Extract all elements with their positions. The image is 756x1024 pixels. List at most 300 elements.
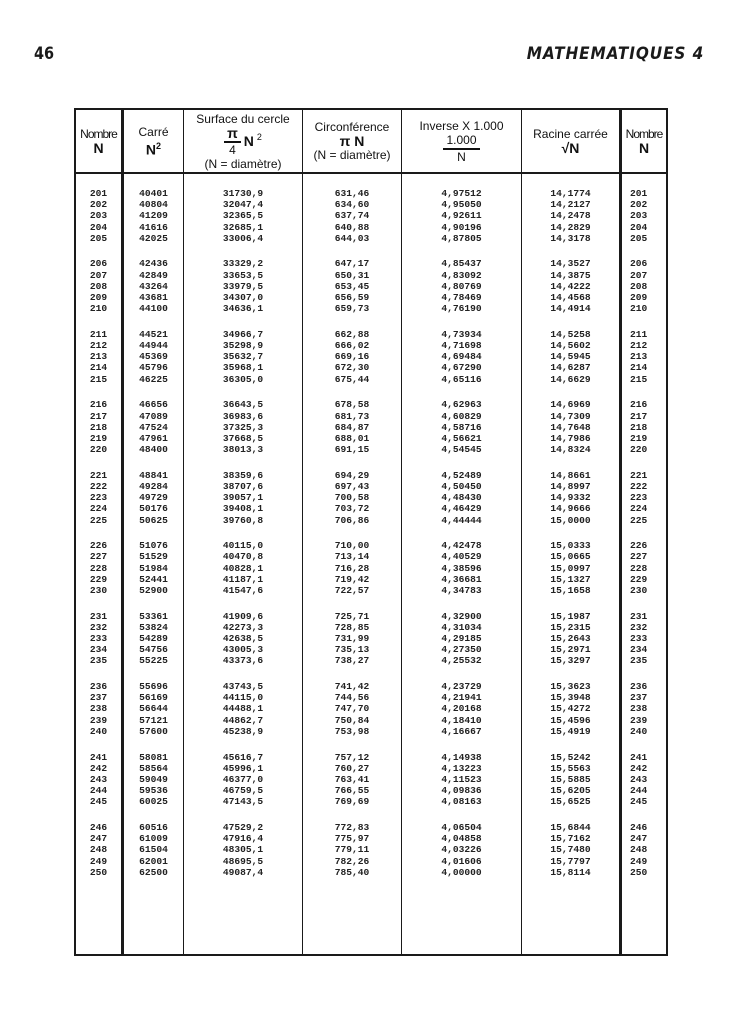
table-cell: 41547,6 bbox=[222, 584, 264, 596]
table-cell: 4,03226 bbox=[441, 844, 482, 856]
table-cell: 33979,5 bbox=[222, 280, 264, 292]
row-group bbox=[522, 258, 619, 314]
table-cell: 15,0000 bbox=[550, 514, 591, 526]
table-cell: 4,83092 bbox=[441, 269, 482, 281]
table-cell: 33653,5 bbox=[222, 269, 264, 281]
table-cell: 208 bbox=[89, 280, 108, 292]
table-cell: 204 bbox=[89, 221, 108, 233]
row-group bbox=[184, 752, 302, 808]
table-cell: 41187,1 bbox=[222, 573, 264, 585]
table-cell: 207 bbox=[630, 269, 648, 281]
table-cell: 38013,3 bbox=[222, 444, 264, 456]
table-cell: 766,55 bbox=[334, 785, 370, 797]
table-cell: 769,69 bbox=[334, 796, 370, 808]
table-cell: 706,86 bbox=[334, 514, 370, 526]
row-group bbox=[124, 399, 183, 455]
table-cell: 52900 bbox=[139, 584, 168, 596]
table-cell: 4,25532 bbox=[441, 655, 482, 667]
row-group bbox=[76, 752, 121, 808]
table-cell: 238 bbox=[89, 703, 108, 715]
table-cell: 43264 bbox=[139, 280, 168, 292]
table-cell: 32047,4 bbox=[222, 199, 264, 211]
table-cell: 244 bbox=[89, 785, 108, 797]
table-cell: 36305,0 bbox=[222, 373, 264, 385]
table-cell: 4,52489 bbox=[441, 469, 482, 481]
table-cell: 52441 bbox=[139, 573, 168, 585]
row-group bbox=[124, 681, 183, 737]
table-cell: 216 bbox=[630, 399, 648, 411]
table-cell: 33329,2 bbox=[222, 258, 264, 270]
table-cell: 225 bbox=[630, 514, 648, 526]
table-cell: 700,58 bbox=[334, 492, 370, 504]
table-cell: 232 bbox=[89, 621, 108, 633]
header-formula: $\frac{\pi}{4}$ N 2 bbox=[224, 126, 262, 157]
table-cell: 220 bbox=[89, 444, 108, 456]
table-cell: 650,31 bbox=[334, 269, 370, 281]
header-carre bbox=[124, 110, 184, 172]
table-cell: 55225 bbox=[139, 655, 168, 667]
table-cell: 226 bbox=[89, 540, 108, 552]
table-cell: 15,3297 bbox=[550, 655, 591, 667]
row-group bbox=[630, 681, 666, 737]
table-cell: 722,57 bbox=[334, 584, 370, 596]
table-cell: 202 bbox=[89, 199, 108, 211]
table-cell: 4,29185 bbox=[441, 633, 482, 644]
row-group bbox=[76, 611, 121, 667]
table-cell: 233 bbox=[630, 633, 648, 644]
table-cell: 713,14 bbox=[334, 551, 370, 563]
table-cell: 691,15 bbox=[334, 444, 370, 456]
column-nombre-left bbox=[76, 174, 124, 954]
table-cell: 55696 bbox=[139, 681, 168, 693]
table-cell: 779,11 bbox=[334, 844, 370, 856]
header-label: Surface du cercle bbox=[196, 111, 290, 126]
table-cell: 741,42 bbox=[334, 681, 370, 693]
table-cell: 4,42478 bbox=[441, 540, 482, 552]
row-group bbox=[630, 188, 666, 244]
table-cell: 35632,7 bbox=[222, 351, 264, 363]
row-group bbox=[522, 329, 619, 385]
row-group bbox=[76, 258, 121, 314]
table-cell: 242 bbox=[630, 762, 648, 774]
table-cell: 637,74 bbox=[334, 210, 370, 222]
table-cell: 36643,5 bbox=[222, 399, 264, 411]
table-cell: 44862,7 bbox=[222, 714, 264, 726]
table-cell: 34307,0 bbox=[222, 292, 264, 303]
table-cell: 232 bbox=[630, 621, 648, 633]
table-cell: 38707,6 bbox=[222, 480, 264, 492]
table-cell: 42273,3 bbox=[222, 621, 264, 633]
column-nombre-right bbox=[622, 174, 666, 954]
table-cell: 240 bbox=[89, 725, 108, 737]
row-group bbox=[630, 822, 666, 878]
table-cell: 15,4596 bbox=[550, 714, 591, 726]
table-cell: 4,58716 bbox=[441, 421, 482, 433]
table-cell: 45616,7 bbox=[222, 751, 264, 763]
table-cell: 15,0665 bbox=[550, 551, 591, 563]
table-cell: 14,3178 bbox=[550, 232, 591, 244]
table-cell: 53361 bbox=[139, 610, 168, 622]
table-cell: 242 bbox=[89, 762, 108, 774]
table-cell: 44488,1 bbox=[222, 703, 264, 715]
row-group bbox=[303, 399, 401, 455]
table-cell: 46225 bbox=[139, 373, 168, 385]
table-cell: 14,7648 bbox=[550, 421, 591, 433]
row-group bbox=[124, 470, 183, 526]
table-cell: 43743,5 bbox=[222, 681, 264, 693]
table-cell: 14,5945 bbox=[550, 351, 591, 363]
table-cell: 46759,5 bbox=[222, 785, 264, 797]
table-cell: 54289 bbox=[139, 633, 168, 644]
row-group bbox=[522, 681, 619, 737]
table-cell: 203 bbox=[630, 210, 648, 222]
row-group bbox=[184, 258, 302, 314]
table-cell: 45796 bbox=[139, 362, 168, 374]
row-group bbox=[184, 822, 302, 878]
table-cell: 50176 bbox=[139, 503, 168, 515]
table-cell: 750,84 bbox=[334, 714, 370, 726]
table-cell: 15,0333 bbox=[550, 540, 591, 552]
table-cell: 34966,7 bbox=[222, 328, 264, 340]
table-cell: 217 bbox=[89, 410, 108, 422]
table-cell: 229 bbox=[89, 573, 108, 585]
table-cell: 4,95050 bbox=[441, 199, 482, 211]
table-cell: 45996,1 bbox=[222, 762, 264, 774]
table-cell: 203 bbox=[89, 210, 108, 222]
table-cell: 716,28 bbox=[334, 562, 370, 574]
table-cell: 4,32900 bbox=[441, 610, 482, 622]
table-cell: 210 bbox=[630, 303, 648, 315]
table-cell: 4,16667 bbox=[441, 725, 482, 737]
table-cell: 14,2127 bbox=[550, 199, 591, 211]
table-cell: 4,31034 bbox=[441, 621, 482, 633]
table-cell: 710,00 bbox=[334, 540, 370, 552]
table-cell: 44115,0 bbox=[222, 692, 264, 704]
table-cell: 4,21941 bbox=[441, 692, 482, 704]
table-cell: 4,92611 bbox=[441, 210, 482, 222]
table-cell: 228 bbox=[630, 562, 648, 574]
table-cell: 214 bbox=[89, 362, 108, 374]
table-cell: 653,45 bbox=[334, 280, 370, 292]
table-cell: 15,3623 bbox=[550, 681, 591, 693]
table-cell: 231 bbox=[89, 610, 108, 622]
table-cell: 241 bbox=[630, 751, 648, 763]
row-group bbox=[630, 329, 666, 385]
table-cell: 247 bbox=[630, 833, 648, 845]
row-group bbox=[522, 540, 619, 596]
table-cell: 238 bbox=[630, 703, 648, 715]
row-group bbox=[184, 470, 302, 526]
table-cell: 14,5602 bbox=[550, 340, 591, 352]
row-group bbox=[76, 822, 121, 878]
table-cell: 202 bbox=[630, 199, 648, 211]
table-cell: 209 bbox=[630, 292, 648, 303]
row-group bbox=[630, 399, 666, 455]
table-cell: 14,7309 bbox=[550, 410, 591, 422]
table-cell: 237 bbox=[89, 692, 108, 704]
table-cell: 15,0997 bbox=[550, 562, 591, 574]
table-cell: 250 bbox=[89, 866, 108, 878]
table-cell: 747,70 bbox=[334, 703, 370, 715]
table-cell: 56169 bbox=[139, 692, 168, 704]
row-group bbox=[184, 188, 302, 244]
table-cell: 4,18410 bbox=[441, 714, 482, 726]
math-table bbox=[74, 108, 668, 956]
table-cell: 44521 bbox=[139, 328, 168, 340]
header-note: (N = diamètre) bbox=[313, 148, 391, 162]
table-cell: 206 bbox=[89, 258, 108, 270]
column-circonference bbox=[303, 174, 402, 954]
table-cell: 14,3527 bbox=[550, 258, 591, 270]
table-cell: 697,43 bbox=[334, 480, 370, 492]
table-cell: 235 bbox=[630, 655, 648, 667]
row-group bbox=[184, 399, 302, 455]
table-cell: 14,4568 bbox=[550, 292, 591, 303]
table-cell: 15,6525 bbox=[550, 796, 591, 808]
table-cell: 42436 bbox=[139, 258, 168, 270]
table-cell: 14,7986 bbox=[550, 432, 591, 444]
table-cell: 15,4272 bbox=[550, 703, 591, 715]
row-group bbox=[402, 258, 521, 314]
table-cell: 249 bbox=[89, 855, 108, 867]
row-group bbox=[124, 188, 183, 244]
table-cell: 243 bbox=[89, 773, 108, 785]
row-group bbox=[303, 258, 401, 314]
table-cell: 46656 bbox=[139, 399, 168, 411]
table-cell: 229 bbox=[630, 573, 648, 585]
table-cell: 56644 bbox=[139, 703, 168, 715]
table-cell: 4,48430 bbox=[441, 492, 482, 504]
table-cell: 4,69484 bbox=[441, 351, 482, 363]
table-cell: 47143,5 bbox=[222, 796, 264, 808]
table-cell: 219 bbox=[89, 432, 108, 444]
row-group bbox=[402, 681, 521, 737]
table-cell: 62001 bbox=[139, 855, 168, 867]
table-cell: 4,65116 bbox=[441, 373, 482, 385]
row-group bbox=[303, 329, 401, 385]
table-cell: 59049 bbox=[139, 773, 168, 785]
table-cell: 47089 bbox=[139, 410, 168, 422]
table-cell: 246 bbox=[630, 821, 648, 833]
table-cell: 61009 bbox=[139, 833, 168, 845]
table-cell: 4,27350 bbox=[441, 644, 482, 656]
table-cell: 14,8324 bbox=[550, 444, 591, 456]
header-note: (N = diamètre) bbox=[204, 156, 282, 171]
table-cell: 247 bbox=[89, 833, 108, 845]
table-cell: 14,9332 bbox=[550, 492, 591, 504]
table-cell: 50625 bbox=[139, 514, 168, 526]
table-cell: 58564 bbox=[139, 762, 168, 774]
table-cell: 39057,1 bbox=[222, 492, 264, 504]
table-cell: 48695,5 bbox=[222, 855, 264, 867]
header-label: Circonférence bbox=[314, 120, 390, 134]
row-group bbox=[76, 681, 121, 737]
table-cell: 37668,5 bbox=[222, 432, 264, 444]
row-group bbox=[303, 188, 401, 244]
table-cell: 4,34783 bbox=[441, 584, 482, 596]
table-cell: 236 bbox=[630, 681, 648, 693]
table-cell: 57600 bbox=[139, 725, 168, 737]
row-group bbox=[522, 470, 619, 526]
table-cell: 42849 bbox=[139, 269, 168, 281]
table-cell: 782,26 bbox=[334, 855, 370, 867]
row-group bbox=[124, 540, 183, 596]
table-cell: 669,16 bbox=[334, 351, 370, 363]
running-title: MATHEMATIQUES 4 bbox=[526, 44, 704, 64]
table-cell: 763,41 bbox=[334, 773, 370, 785]
table-body bbox=[76, 174, 666, 954]
table-cell: 15,3948 bbox=[550, 692, 591, 704]
row-group bbox=[630, 611, 666, 667]
table-cell: 4,01606 bbox=[441, 855, 482, 867]
table-cell: 46377,0 bbox=[222, 773, 264, 785]
row-group bbox=[124, 329, 183, 385]
table-cell: 212 bbox=[630, 340, 648, 352]
table-cell: 14,2829 bbox=[550, 221, 591, 233]
table-cell: 47524 bbox=[139, 421, 168, 433]
table-cell: 757,12 bbox=[334, 751, 370, 763]
table-cell: 4,44444 bbox=[441, 514, 482, 526]
table-cell: 53824 bbox=[139, 621, 168, 633]
table-cell: 15,7480 bbox=[550, 844, 591, 856]
table-cell: 51984 bbox=[139, 562, 168, 574]
table-cell: 32685,1 bbox=[222, 221, 264, 233]
table-cell: 216 bbox=[89, 399, 108, 411]
table-cell: 240 bbox=[630, 725, 648, 737]
table-cell: 42638,5 bbox=[222, 633, 264, 644]
table-cell: 213 bbox=[89, 351, 108, 363]
table-cell: 39408,1 bbox=[222, 503, 264, 515]
table-cell: 14,1774 bbox=[550, 188, 591, 199]
table-cell: 4,00000 bbox=[441, 866, 482, 878]
table-cell: 15,5885 bbox=[550, 773, 591, 785]
table-cell: 35298,9 bbox=[222, 340, 264, 352]
table-cell: 731,99 bbox=[334, 633, 370, 644]
table-cell: 47529,2 bbox=[222, 821, 264, 833]
table-cell: 248 bbox=[89, 844, 108, 856]
table-cell: 15,1987 bbox=[550, 610, 591, 622]
table-cell: 33006,4 bbox=[222, 232, 264, 244]
table-cell: 738,27 bbox=[334, 655, 370, 667]
table-cell: 4,67290 bbox=[441, 362, 482, 374]
row-group bbox=[630, 470, 666, 526]
table-cell: 4,87805 bbox=[441, 232, 482, 244]
table-cell: 631,46 bbox=[334, 188, 370, 199]
table-cell: 35968,1 bbox=[222, 362, 264, 374]
column-carre bbox=[124, 174, 184, 954]
table-cell: 40804 bbox=[139, 199, 168, 211]
table-cell: 15,7162 bbox=[550, 833, 591, 845]
table-cell: 15,5563 bbox=[550, 762, 591, 774]
row-group bbox=[124, 752, 183, 808]
table-cell: 209 bbox=[89, 292, 108, 303]
table-cell: 224 bbox=[89, 503, 108, 515]
table-cell: 4,40529 bbox=[441, 551, 482, 563]
table-cell: 688,01 bbox=[334, 432, 370, 444]
table-cell: 40828,1 bbox=[222, 562, 264, 574]
table-cell: 644,03 bbox=[334, 232, 370, 244]
table-cell: 60025 bbox=[139, 796, 168, 808]
table-cell: 205 bbox=[630, 232, 648, 244]
table-cell: 230 bbox=[89, 584, 108, 596]
table-cell: 4,11523 bbox=[441, 773, 482, 785]
table-cell: 34636,1 bbox=[222, 303, 264, 315]
table-cell: 221 bbox=[89, 469, 108, 481]
table-cell: 211 bbox=[630, 328, 648, 340]
table-cell: 4,54545 bbox=[441, 444, 482, 456]
row-group bbox=[76, 540, 121, 596]
table-cell: 40401 bbox=[139, 188, 168, 199]
table-cell: 36983,6 bbox=[222, 410, 264, 422]
row-group bbox=[184, 540, 302, 596]
row-group bbox=[402, 752, 521, 808]
table-cell: 234 bbox=[630, 644, 648, 656]
table-cell: 237 bbox=[630, 692, 648, 704]
row-group bbox=[402, 399, 521, 455]
row-group bbox=[402, 822, 521, 878]
row-group bbox=[303, 822, 401, 878]
table-cell: 4,36681 bbox=[441, 573, 482, 585]
table-cell: 239 bbox=[89, 714, 108, 726]
row-group bbox=[522, 822, 619, 878]
row-group bbox=[402, 540, 521, 596]
table-cell: 45238,9 bbox=[222, 725, 264, 737]
header-label: Carré bbox=[138, 125, 169, 140]
table-cell: 719,42 bbox=[334, 573, 370, 585]
table-cell: 223 bbox=[89, 492, 108, 504]
header-label: Inverse X 1.000 bbox=[419, 118, 504, 133]
table-cell: 4,23729 bbox=[441, 681, 482, 693]
table-cell: 735,13 bbox=[334, 644, 370, 656]
table-cell: 210 bbox=[89, 303, 108, 315]
table-cell: 47916,4 bbox=[222, 833, 264, 845]
row-group bbox=[184, 611, 302, 667]
table-cell: 647,17 bbox=[334, 258, 370, 270]
table-cell: 222 bbox=[89, 480, 108, 492]
table-cell: 51529 bbox=[139, 551, 168, 563]
table-cell: 201 bbox=[89, 188, 108, 199]
table-cell: 201 bbox=[630, 188, 648, 199]
table-cell: 4,20168 bbox=[441, 703, 482, 715]
row-group bbox=[522, 188, 619, 244]
row-group bbox=[402, 611, 521, 667]
row-group bbox=[76, 399, 121, 455]
table-cell: 15,4919 bbox=[550, 725, 591, 737]
table-cell: 14,8661 bbox=[550, 469, 591, 481]
table-cell: 14,4914 bbox=[550, 303, 591, 315]
table-cell: 38359,6 bbox=[222, 469, 264, 481]
table-cell: 243 bbox=[630, 773, 648, 785]
table-cell: 57121 bbox=[139, 714, 168, 726]
table-cell: 14,2478 bbox=[550, 210, 591, 222]
table-cell: 215 bbox=[630, 373, 648, 385]
table-cell: 4,14938 bbox=[441, 751, 482, 763]
header-formula: $\frac{1.000}{N}$ bbox=[443, 133, 479, 164]
table-cell: 245 bbox=[630, 796, 648, 808]
table-cell: 218 bbox=[89, 421, 108, 433]
table-cell: 14,9666 bbox=[550, 503, 591, 515]
table-cell: 14,6629 bbox=[550, 373, 591, 385]
header-formula: √N bbox=[561, 140, 580, 156]
table-cell: 15,6844 bbox=[550, 821, 591, 833]
header-racine bbox=[522, 110, 622, 172]
table-cell: 14,5258 bbox=[550, 328, 591, 340]
table-cell: 681,73 bbox=[334, 410, 370, 422]
table-cell: 31730,9 bbox=[222, 188, 264, 199]
table-cell: 223 bbox=[630, 492, 648, 504]
table-cell: 47961 bbox=[139, 432, 168, 444]
header-symbol: N bbox=[93, 140, 104, 156]
